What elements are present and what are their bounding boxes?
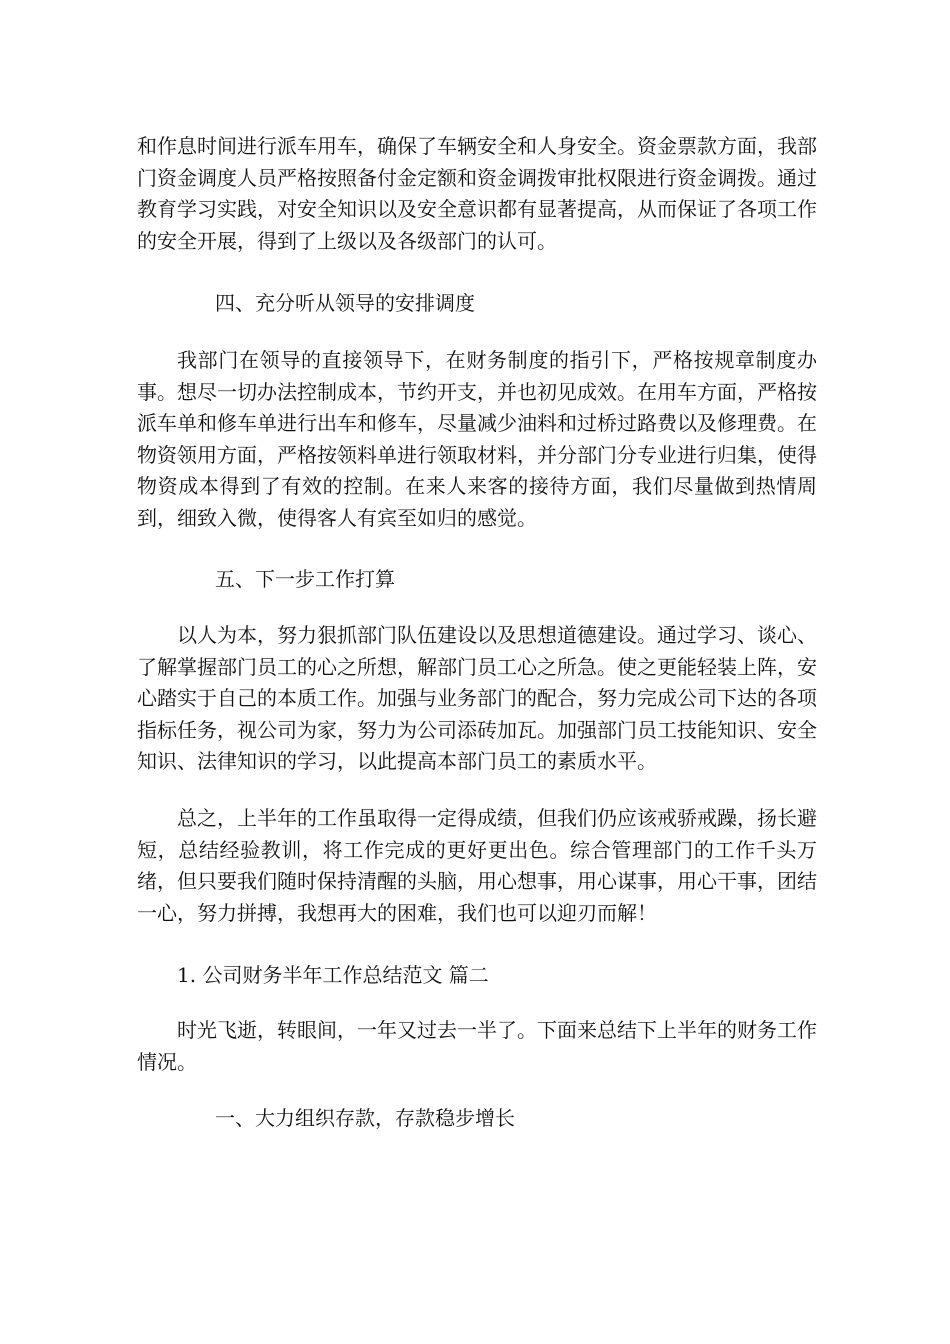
section-heading-1: 一、大力组织存款，存款稳步增长 xyxy=(215,1106,515,1130)
paragraph-intro: 时光飞逝，转眼间，一年又过去一半了。下面来总结下上半年的财务工作情况。 xyxy=(137,1018,817,1074)
paragraph-safety-work: 和作息时间进行派车用车，确保了车辆安全和人身安全。资金票款方面，我部门资金调度人员严格按照备付金定额和资金调拨审批权限进行资金调拨。通过教育学习实践，对安全知识以及安全意识都有显著提高，从而保证了各项工作的安全开展，得到了上级以及各级部门的认可。 xyxy=(137,134,817,253)
section-heading-5: 五、下一步工作打算 xyxy=(215,567,395,591)
paragraph-next-plan: 以人为本，努力狠抓部门队伍建设以及思想道德建设。通过学习、谈心、了解掌握部门员工的心之所想，解部门员工心之所急。使之更能轻装上阵，安心踏实于自己的本质工作。加强与业务部门的配合，努力完成公司下达的各项指标任务，视公司为家，努力为公司添砖加瓦。加强部门员工技能知识、安全知识、法律知识的学习，以此提高本部门员工的素质水平。 xyxy=(137,623,817,773)
article-title-part-two: 1. 公司财务半年工作总结范文 篇二 xyxy=(177,963,489,987)
paragraph-conclusion: 总之，上半年的工作虽取得一定得成绩，但我们仍应该戒骄戒躁，扬长避短，总结经验教训，将工作完成的更好更出色。综合管理部门的工作千头万绪，但只要我们随时保持清醒的头脑，用心想事，用心谋事，用心干事，团结一心，努力拼搏，我想再大的困难，我们也可以迎刃而解！ xyxy=(137,806,817,925)
section-heading-4: 四、充分听从领导的安排调度 xyxy=(215,291,475,315)
paragraph-leadership: 我部门在领导的直接领导下，在财务制度的指引下，严格按规章制度办事。想尽一切办法控制成本，节约开支，并也初见成效。在用车方面，严格按派车单和修车单进行出车和修车，尽量减少油料和过桥过路费以及修理费。在物资领用方面，严格按领料单进行领取材料，并分部门分专业进行归集，使得物资成本得到了有效的控制。在来人来客的接待方面，我们尽量做到热情周到，细致入微，使得客人有宾至如归的感觉。 xyxy=(137,348,817,530)
